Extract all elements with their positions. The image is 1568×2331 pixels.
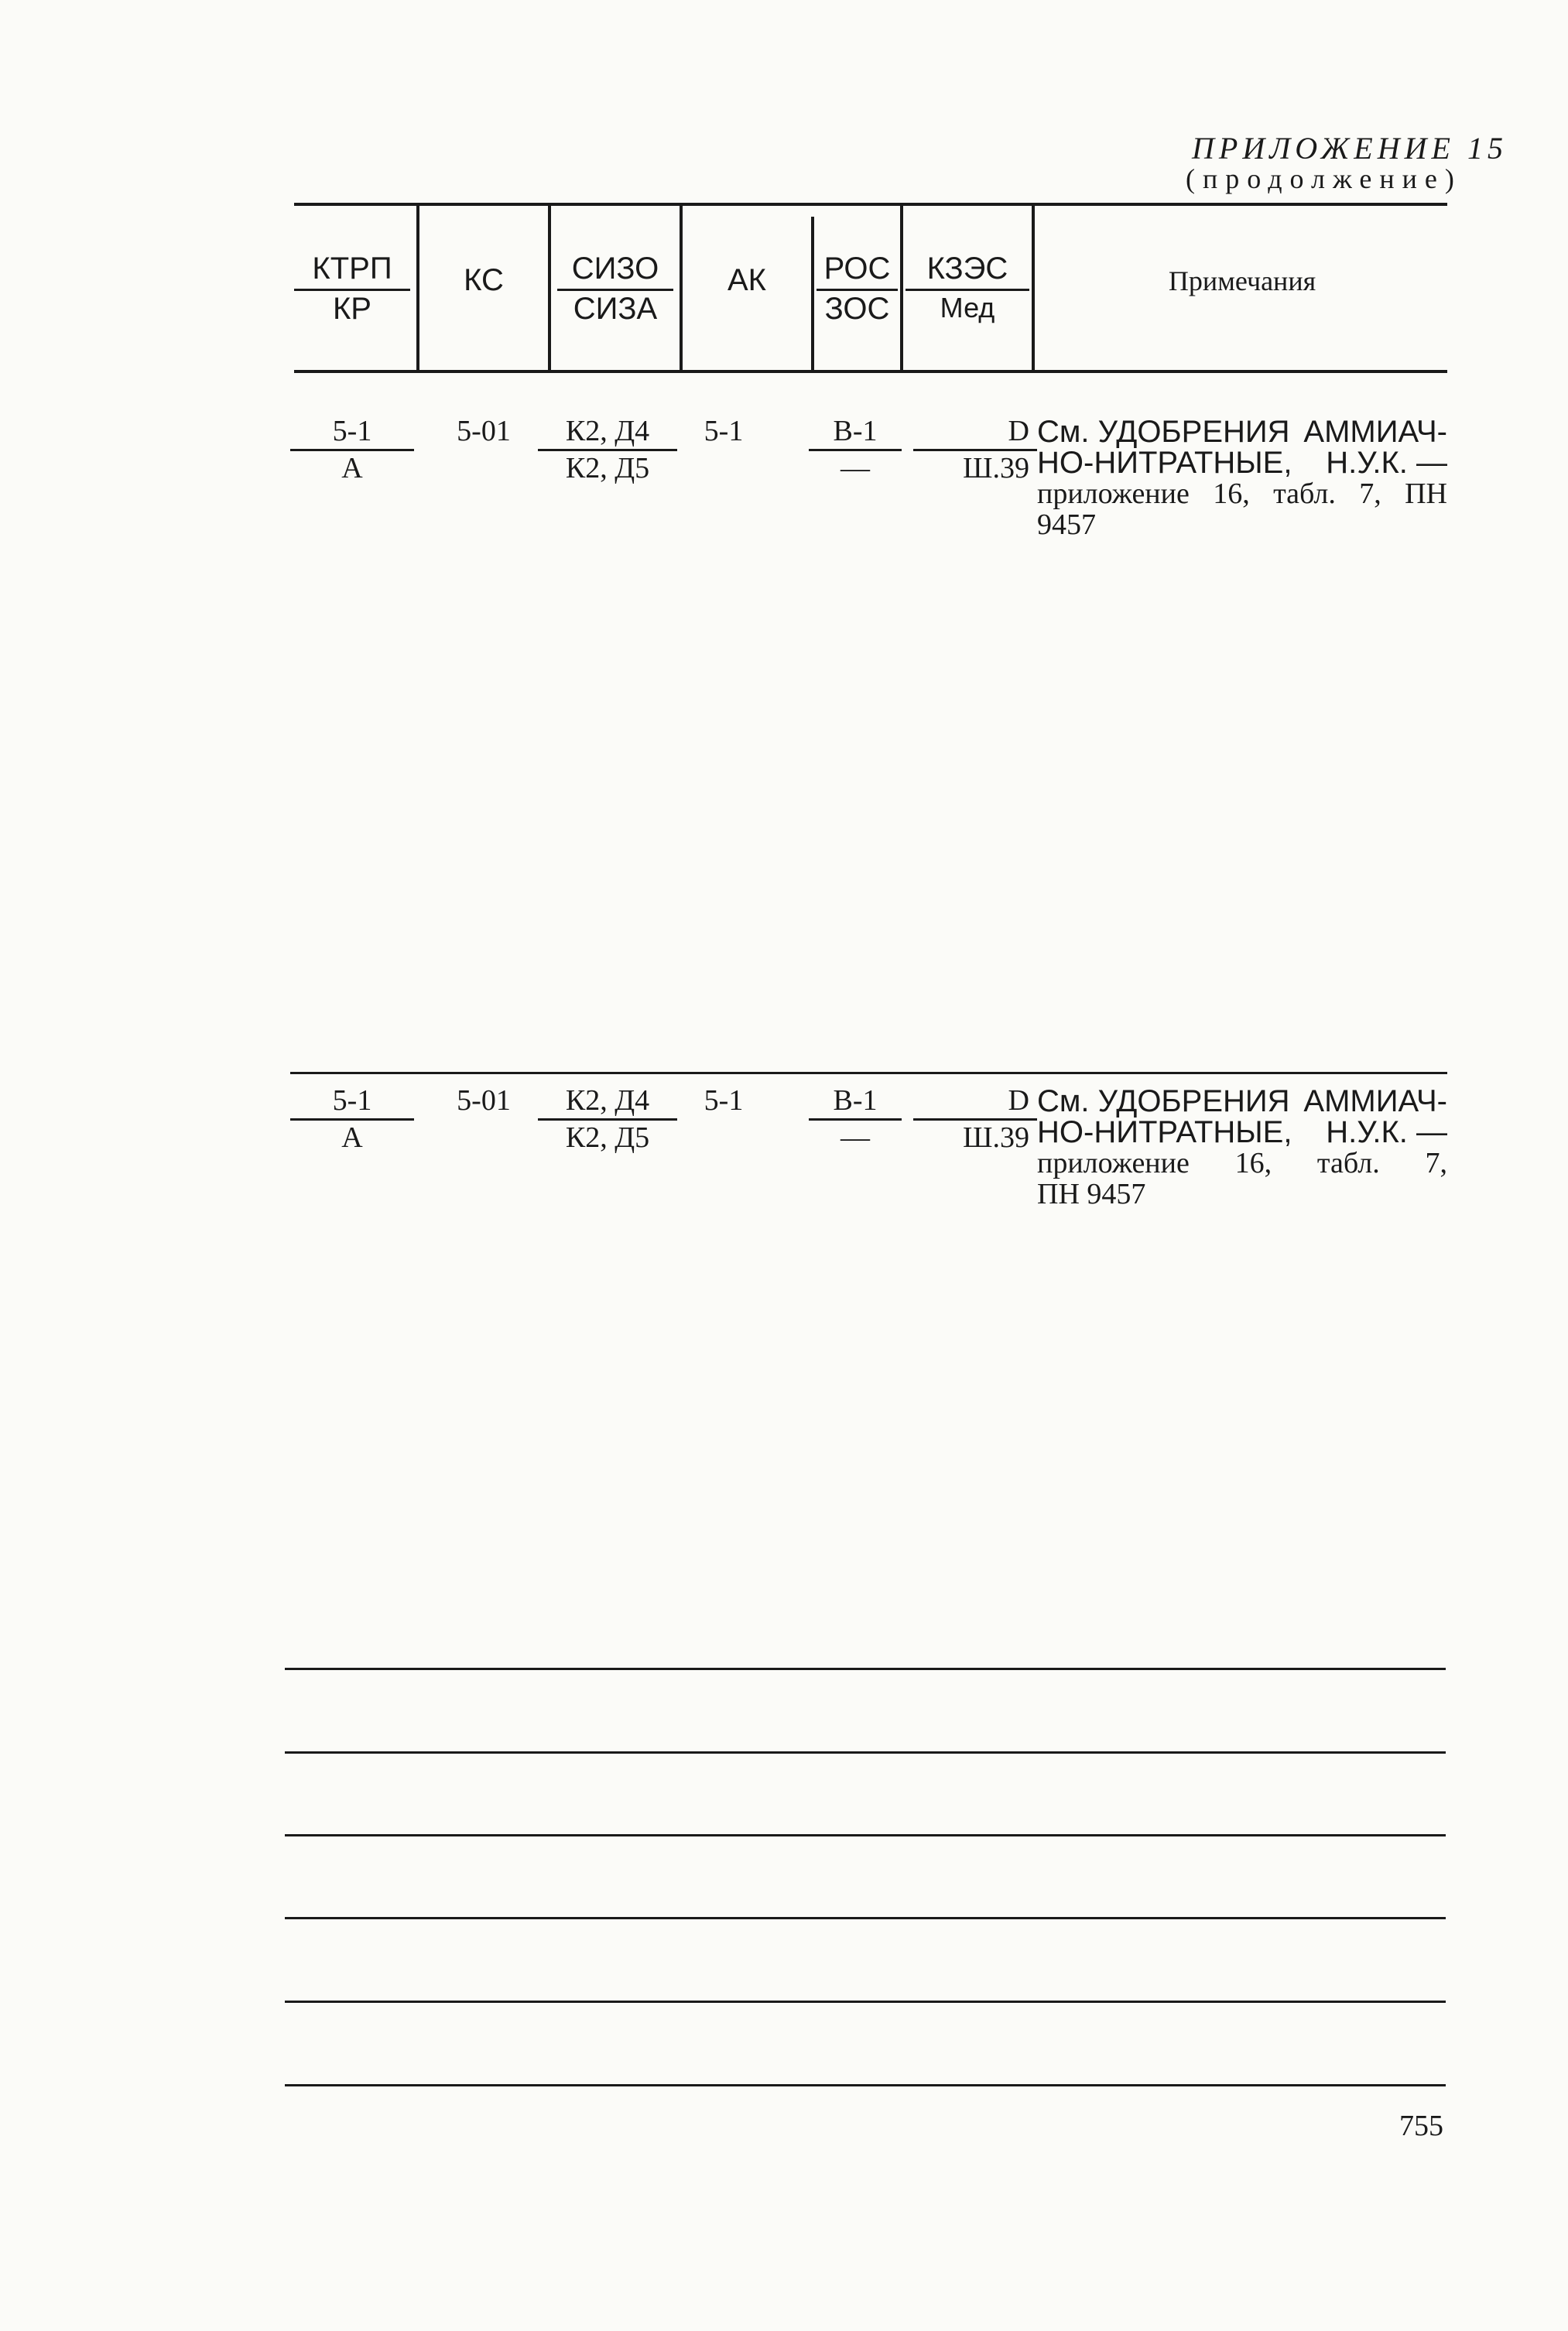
note-text: ПН 9457 [1037, 1178, 1146, 1210]
cell-siza: К2, Д5 [565, 452, 650, 484]
col-header-sizo: СИЗО [571, 252, 659, 286]
cell-ak: 5-1 [704, 1084, 744, 1117]
col-header-ks: КС [464, 263, 504, 297]
cell-siza: К2, Д5 [565, 1121, 650, 1154]
col-header-ros: РОС [823, 252, 891, 286]
row-separator-rule [290, 1072, 1447, 1074]
cell-med: Ш.39 [963, 1121, 1029, 1154]
note-text: Н.У.К. — [1326, 1115, 1447, 1149]
continuation-label: (продолжение) [1186, 163, 1462, 194]
header-fraction-bar [294, 289, 410, 291]
note-text: АММИАЧ- [1303, 415, 1447, 449]
cell-notes [1037, 416, 1447, 540]
blank-line [285, 2084, 1446, 2086]
col-header-ak: АК [728, 263, 766, 297]
cell-ks: 5-01 [457, 1084, 511, 1117]
col-separator [811, 217, 814, 370]
note-text: См. УДОБРЕНИЯ [1037, 415, 1290, 449]
cell-ks: 5-01 [457, 415, 511, 447]
cell-ktrp: 5-1 [332, 1084, 372, 1117]
col-separator [416, 205, 419, 370]
table-header-bottom-rule [294, 370, 1447, 373]
cell-ros: В-1 [833, 1084, 878, 1117]
blank-line [285, 1668, 1446, 1670]
col-separator [900, 205, 903, 370]
blank-line [285, 1917, 1446, 1919]
col-header-siza: СИЗА [573, 292, 658, 326]
col-header-zos: ЗОС [824, 292, 890, 326]
cell-sizo: К2, Д4 [565, 415, 650, 447]
col-header-med: Мед [940, 292, 995, 323]
header-fraction-bar [817, 289, 898, 291]
col-header-notes: Примечания [1168, 265, 1316, 296]
col-header-kzes: КЗЭС [926, 252, 1008, 286]
cell-ros: В-1 [833, 415, 878, 447]
col-header-kr: КР [333, 292, 371, 326]
col-separator [548, 205, 551, 370]
cell-ak: 5-1 [704, 415, 744, 447]
cell-zos: — [840, 452, 870, 484]
page-number: 755 [1399, 2110, 1443, 2142]
cell-zos: — [840, 1121, 870, 1154]
note-text: Н.У.К. — [1326, 446, 1447, 480]
cell-med: Ш.39 [963, 452, 1029, 484]
note-text: НО-НИТРАТНЫЕ, [1037, 1115, 1292, 1149]
note-text: См. УДОБРЕНИЯ [1037, 1084, 1290, 1118]
note-text: приложение 16, табл. 7, ПН [1037, 477, 1447, 510]
cell-sizo: К2, Д4 [565, 1084, 650, 1117]
cell-kr: А [341, 452, 363, 484]
cell-ktrp: 5-1 [332, 415, 372, 447]
table-top-rule [294, 203, 1447, 206]
blank-line [285, 1751, 1446, 1754]
cell-kzes: D [1008, 415, 1029, 447]
blank-line [285, 2001, 1446, 2003]
col-separator [680, 205, 683, 370]
header-fraction-bar [557, 289, 673, 291]
col-separator [1032, 205, 1035, 370]
appendix-label: ПРИЛОЖЕНИЕ 15 [1192, 131, 1508, 166]
blank-line [285, 1834, 1446, 1836]
note-text: АММИАЧ- [1303, 1084, 1447, 1118]
cell-notes [1037, 1086, 1447, 1210]
header-fraction-bar [906, 289, 1029, 291]
note-text: приложение 16, табл. 7, [1037, 1147, 1447, 1179]
note-text: НО-НИТРАТНЫЕ, [1037, 446, 1292, 480]
cell-kzes: D [1008, 1084, 1029, 1117]
col-header-ktrp: КТРП [312, 252, 392, 286]
note-text: 9457 [1037, 508, 1096, 541]
cell-kr: А [341, 1121, 363, 1154]
